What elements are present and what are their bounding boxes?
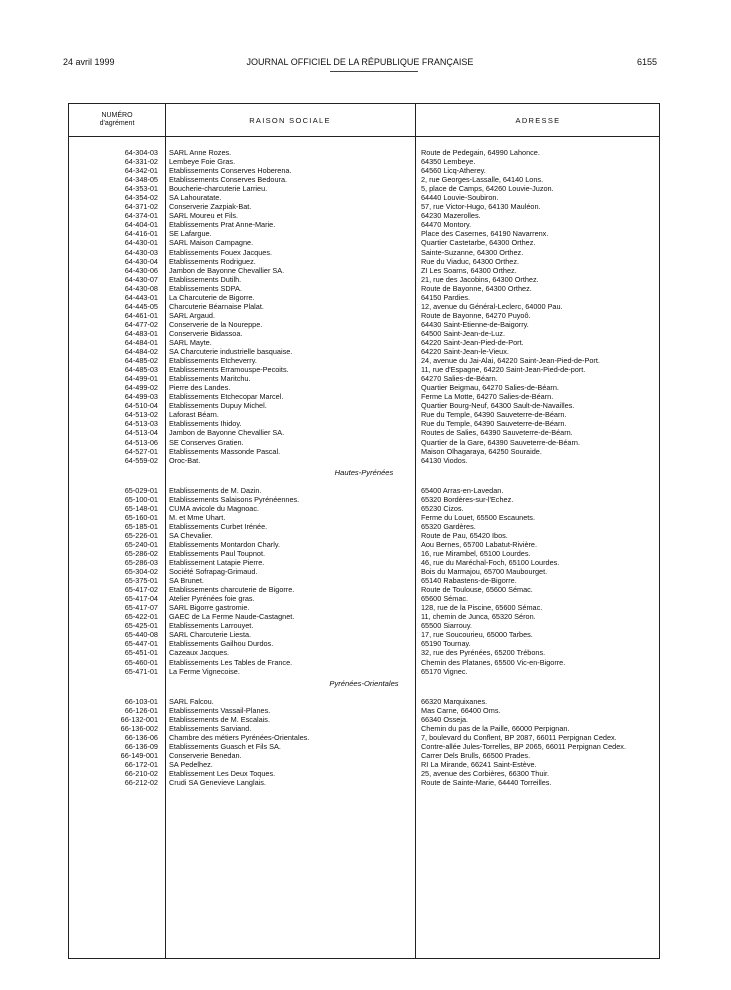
company-name: Conserverie Benedan. — [169, 750, 242, 760]
approval-number: 66-132-001 — [120, 714, 158, 724]
approval-number: 64-430-08 — [124, 283, 158, 293]
approval-number: 64-499-01 — [124, 374, 158, 384]
table-row — [69, 567, 659, 576]
approval-number: 65-417-04 — [124, 594, 158, 604]
company-address: 65190 Tournay. — [421, 639, 471, 649]
company-name: Pierre des Landes. — [169, 383, 231, 393]
approval-number: 65-425-01 — [124, 621, 158, 631]
approval-number: 66-210-02 — [124, 769, 158, 778]
table-row — [69, 356, 659, 365]
approval-number: 65-451-01 — [124, 648, 158, 658]
approval-number: 64-461-01 — [124, 310, 158, 320]
company-name: Crudi SA Genevieve Langlais. — [169, 778, 266, 788]
company-address: 12, avenue du Général-Leclerc, 64000 Pau. — [421, 301, 563, 311]
company-name: Conserverie Zazpiak-Bat. — [169, 202, 252, 212]
approval-number: 65-460-01 — [124, 657, 158, 667]
company-address: 64220 Saint-Jean-Pied-de-Port. — [421, 337, 524, 347]
approval-number: 64-499-03 — [124, 392, 158, 402]
company-address: 11, rue d'Espagne, 64220 Saint-Jean-Pied-de-port. — [421, 365, 586, 375]
company-address: 64430 Saint-Etienne-de-Baigorry. — [421, 319, 529, 329]
company-name: Boucherie-charcuterie Larrieu. — [169, 184, 268, 194]
approval-number: 64-445-05 — [124, 301, 158, 311]
table-row — [69, 184, 659, 193]
company-address: 57, rue Victor-Hugo, 64130 Mauléon. — [421, 202, 541, 212]
approval-number: 65-160-01 — [124, 512, 158, 522]
company-name: Etablissements Les Tables de France. — [169, 657, 293, 667]
table-row — [69, 531, 659, 540]
company-name: Etablissements Dupuy Michel. — [169, 401, 267, 411]
company-name: Etablissements de M. Escalais. — [169, 714, 270, 724]
table-row — [69, 157, 659, 166]
company-address: 65400 Arras-en-Lavedan. — [421, 485, 504, 495]
table-row — [69, 374, 659, 383]
approval-number: 64-430-06 — [124, 265, 158, 275]
table-row — [69, 456, 659, 465]
approval-number: 64-443-01 — [124, 292, 158, 302]
table-row — [69, 293, 659, 302]
approval-number: 65-417-07 — [124, 603, 158, 613]
company-name: Société Sofrapag-Grimaud. — [169, 567, 258, 577]
approval-number: 65-440-08 — [124, 630, 158, 640]
company-name: Etablissements Vassail-Planes. — [169, 705, 271, 715]
table-row — [69, 275, 659, 284]
table-row — [69, 284, 659, 293]
company-address: 16, rue Mirambel, 65100 Lourdes. — [421, 548, 531, 558]
approval-number: 65-375-01 — [124, 576, 158, 586]
header-date: 24 avril 1999 — [63, 57, 115, 67]
table-row — [69, 193, 659, 202]
company-address: ZI Les Soarns, 64300 Orthez. — [421, 265, 517, 275]
company-address: 65600 Sémac. — [421, 594, 469, 604]
header-rule — [330, 71, 418, 72]
table-row — [69, 428, 659, 437]
company-address: Contre-allée Jules-Torrelles, BP 2065, 66011 Perpignan Cedex. — [421, 741, 626, 751]
approval-number: 64-510-04 — [124, 401, 158, 411]
company-address: 25, avenue des Corbières, 66300 Thuir. — [421, 769, 550, 778]
company-address: 11, chemin de Junca, 65320 Séron. — [421, 612, 536, 622]
company-address: Rue du Temple, 64390 Sauveterre-de-Béarn. — [421, 419, 567, 429]
approval-number: 64-513-03 — [124, 419, 158, 429]
company-address: Route de Bayonne, 64300 Orthez. — [421, 283, 532, 293]
approval-number: 65-471-01 — [124, 666, 158, 676]
approval-number: 64-527-01 — [124, 446, 158, 456]
company-address: 65230 Cizos. — [421, 503, 464, 513]
table-row — [69, 778, 659, 787]
company-name: Etablissements Montardon Charly. — [169, 539, 280, 549]
company-address: Quartier Castetarbe, 64300 Orthez. — [421, 238, 536, 248]
company-name: Atelier Pyrénées foie gras. — [169, 594, 255, 604]
approval-number: 66-103-01 — [124, 696, 158, 706]
company-name: Jambon de Bayonne Chevallier SA. — [169, 428, 285, 438]
table-row — [69, 594, 659, 603]
approval-number: 65-100-01 — [124, 494, 158, 504]
approval-number: 65-304-02 — [124, 567, 158, 577]
company-name: Cazeaux Jacques. — [169, 648, 230, 658]
table-row — [69, 257, 659, 266]
table-row — [69, 383, 659, 392]
approval-number: 65-148-01 — [124, 503, 158, 513]
journal-title: JOURNAL OFFICIEL DE LA RÉPUBLIQUE FRANÇAISE — [246, 57, 474, 67]
company-address: Route de Sainte-Marie, 64440 Torreilles. — [421, 778, 552, 788]
company-name: Etablissements Massonde Pascal. — [169, 446, 281, 456]
page-header — [63, 56, 657, 68]
table-row — [69, 751, 659, 760]
company-name: Etablissements Gailhou Durdos. — [169, 639, 274, 649]
table-row — [69, 220, 659, 229]
company-name: Etablissements Fouex Jacques. — [169, 247, 273, 257]
page-number: 6155 — [636, 57, 657, 67]
table-row — [69, 760, 659, 769]
company-name: Etablissements SDPA. — [169, 283, 242, 293]
company-address: Rue du Temple, 64390 Sauveterre-de-Béarn. — [421, 410, 567, 420]
approval-number: 64-483-01 — [124, 328, 158, 338]
table-row — [69, 365, 659, 374]
company-name: Etablissements Maritchu. — [169, 374, 251, 384]
column-header-number-line1: NUMÉRO — [101, 112, 133, 119]
approval-number: 64-348-05 — [124, 175, 158, 185]
company-address: Mas Carne, 66400 Oms. — [421, 705, 501, 715]
table-row — [69, 419, 659, 428]
company-name: SARL Falcou. — [169, 696, 214, 706]
company-name: SARL Anne Rozes. — [169, 148, 232, 157]
approval-number: 66-149-001 — [120, 750, 158, 760]
table-row — [69, 486, 659, 495]
approval-number: 65-029-01 — [124, 485, 158, 495]
approval-number: 64-513-06 — [124, 437, 158, 447]
approval-number: 65-422-01 — [124, 612, 158, 622]
table-row — [69, 769, 659, 778]
company-name: La Ferme Vignecoise. — [169, 666, 240, 676]
company-address: 7, boulevard du Conflent, BP 2087, 66011 Perpignan Cedex. — [421, 732, 617, 742]
company-address: 64470 Montory. — [421, 220, 472, 230]
company-address: 64500 Saint-Jean-de-Luz. — [421, 328, 505, 338]
company-address: Route de Pau, 65420 Ibos. — [421, 530, 508, 540]
company-name: Chambre des métiers Pyrénées-Orientales. — [169, 732, 310, 742]
header-divider — [69, 136, 659, 137]
table-row — [69, 540, 659, 549]
table-row — [69, 311, 659, 320]
company-name: Etablissements Rodriguez. — [169, 256, 256, 266]
table-row — [69, 612, 659, 621]
table-row — [69, 706, 659, 715]
company-name: GAEC de La Ferme Naude-Castagnet. — [169, 612, 295, 622]
company-name: Etablissements Prat Anne-Marie. — [169, 220, 276, 230]
approval-number: 64-484-02 — [124, 347, 158, 357]
table-body — [69, 148, 659, 787]
company-address: 46, rue du Maréchal-Foch, 65100 Lourdes. — [421, 558, 560, 568]
company-name: SA Chevalier. — [169, 530, 213, 540]
company-address: 24, avenue du Jai-Alai, 64220 Saint-Jean-Pied-de-Port. — [421, 356, 600, 366]
company-address: 21, rue des Jacobins, 64300 Orthez. — [421, 274, 539, 284]
table-row — [69, 733, 659, 742]
table-row — [69, 166, 659, 175]
company-address: 65320 Bordères-sur-l'Echez. — [421, 494, 514, 504]
company-address: 64270 Salies-de-Béarn. — [421, 374, 498, 384]
company-address: 64220 Saint-Jean-le-Vieux. — [421, 347, 509, 357]
table-row — [69, 724, 659, 733]
company-name: SARL Maison Campagne. — [169, 238, 254, 248]
company-name: SARL Mayte. — [169, 337, 212, 347]
company-name: Etablissements Etchecopar Marcel. — [169, 392, 284, 402]
approval-number: 64-485-03 — [124, 365, 158, 375]
table-row — [69, 266, 659, 275]
company-name: Etablissements Dutilh. — [169, 274, 242, 284]
table-row — [69, 447, 659, 456]
company-address: Quartier Bourg-Neuf, 64300 Sault-de-Navailles. — [421, 401, 575, 411]
approval-number: 66-136-002 — [120, 723, 158, 733]
company-address: Maison Olhagaraya, 64250 Souraide. — [421, 446, 542, 456]
company-address: 64350 Lembeye. — [421, 157, 476, 167]
company-address: Ferme du Louet, 65500 Escaunets. — [421, 512, 535, 522]
approval-number: 64-430-04 — [124, 256, 158, 266]
company-address: 66320 Marquixanes. — [421, 696, 488, 706]
company-address: Aou Bernes, 65700 Labatut-Rivière. — [421, 539, 538, 549]
table-row — [69, 175, 659, 184]
approval-number: 66-136-09 — [124, 741, 158, 751]
company-address: 64440 Louvie-Soubiron. — [421, 193, 499, 203]
table-row — [69, 742, 659, 751]
approval-number: 66-126-01 — [124, 705, 158, 715]
approval-number: 64-331-02 — [124, 157, 158, 167]
approval-number: 64-513-04 — [124, 428, 158, 438]
company-address: 65320 Gardères. — [421, 521, 476, 531]
approval-number: 64-430-03 — [124, 247, 158, 257]
company-name: Etablissements Paul Toupnot. — [169, 548, 265, 558]
table-row — [69, 715, 659, 724]
company-name: SE Conserves Gratien. — [169, 437, 244, 447]
company-address: Quartier de la Gare, 64390 Sauveterre-de-Béarn. — [421, 437, 580, 447]
table-row — [69, 504, 659, 513]
company-address: RI La Mirande, 66241 Saint-Estève. — [421, 759, 537, 769]
company-address: Routes de Salies, 64390 Sauveterre-de-Béarn. — [421, 428, 573, 438]
approval-number: 64-477-02 — [124, 319, 158, 329]
approval-number: 66-172-01 — [124, 759, 158, 769]
company-name: Etablissements Salaisons Pyrénéennes. — [169, 494, 300, 504]
company-name: Conserverie de la Noureppe. — [169, 319, 263, 329]
company-name: Etablissements Guasch et Fils SA. — [169, 741, 281, 751]
table-row — [69, 621, 659, 630]
table-row — [69, 338, 659, 347]
table-row — [69, 585, 659, 594]
table-row — [69, 329, 659, 338]
company-name: SA Brunet. — [169, 576, 204, 586]
company-address: Quartier Beigmau, 64270 Salies-de-Béarn. — [421, 383, 559, 393]
company-name: Oroc-Bat. — [169, 455, 201, 465]
table-row — [69, 211, 659, 220]
approval-number: 64-353-01 — [124, 184, 158, 194]
approval-number: 64-485-02 — [124, 356, 158, 366]
company-name: Etablissements Etcheverry. — [169, 356, 257, 366]
company-name: La Charcuterie de Bigorre. — [169, 292, 255, 302]
table-row — [69, 576, 659, 585]
approval-number: 65-286-02 — [124, 548, 158, 558]
company-name: SA Lahouratate. — [169, 193, 222, 203]
company-address: 128, rue de la Piscine, 65600 Sémac. — [421, 603, 543, 613]
table-row — [69, 302, 659, 311]
company-address: Rue du Viaduc, 64300 Orthez. — [421, 256, 520, 266]
approval-number: 64-374-01 — [124, 211, 158, 221]
table-row — [69, 658, 659, 667]
company-address: 5, place de Camps, 64260 Louvie-Juzon. — [421, 184, 554, 194]
company-name: Etablissements Curbet Irénée. — [169, 521, 268, 531]
company-address: 2, rue Georges-Lassalle, 64140 Lons. — [421, 175, 544, 185]
company-address: 65170 Vignec. — [421, 666, 468, 676]
section-title: Hautes-Pyrénées — [334, 467, 394, 477]
table-row — [69, 639, 659, 648]
approval-number: 64-513-02 — [124, 410, 158, 420]
approval-number: 66-212-02 — [124, 778, 158, 788]
company-address: 64150 Pardies. — [421, 292, 471, 302]
approval-number: 64-430-07 — [124, 274, 158, 284]
company-name: Conserverie Bidassoa. — [169, 328, 243, 338]
company-address: 65140 Rabastens-de-Bigorre. — [421, 576, 517, 586]
company-name: SARL Moureu et Fils. — [169, 211, 239, 221]
company-address: Route de Pedegain, 64990 Lahonce. — [421, 148, 540, 157]
company-name: M. et Mme Uhart. — [169, 512, 226, 522]
company-address: Chemin du pas de la Paille, 66000 Perpignan. — [421, 723, 570, 733]
company-name: Etablissements charcuterie de Bigorre. — [169, 585, 295, 595]
approval-number: 64-342-01 — [124, 166, 158, 176]
company-address: Ferme La Motte, 64270 Salies-de-Béarn. — [421, 392, 554, 402]
approval-number: 64-484-01 — [124, 337, 158, 347]
company-name: SARL Charcuterie Liesta. — [169, 630, 252, 640]
company-address: 64130 Viodos. — [421, 455, 468, 465]
approval-number: 64-404-01 — [124, 220, 158, 230]
table-row — [69, 148, 659, 157]
table-row — [69, 229, 659, 238]
section-title: Pyrénées-Orientales — [329, 678, 399, 688]
company-address: Route de Bayonne, 64270 Puyoô. — [421, 310, 531, 320]
company-name: SARL Bigorre gastromie. — [169, 603, 250, 613]
company-name: CUMA avicole du Magnoac. — [169, 503, 260, 513]
company-address: Carrer Dels Brulls, 66500 Prades. — [421, 750, 531, 760]
approval-number: 65-447-01 — [124, 639, 158, 649]
table-row — [69, 347, 659, 356]
company-address: 66340 Osseja. — [421, 714, 469, 724]
approval-number: 65-286-03 — [124, 558, 158, 568]
company-address: 17, rue Soucourieu, 65000 Tarbes. — [421, 630, 533, 640]
table-row — [69, 495, 659, 504]
table-row — [69, 667, 659, 676]
company-name: SA Charcuterie industrielle basquaise. — [169, 347, 293, 357]
company-address: 65500 Siarrouy. — [421, 621, 472, 631]
column-header-address: ADRESSE — [515, 115, 561, 125]
table-row — [69, 697, 659, 706]
company-name: SARL Argaud. — [169, 310, 215, 320]
company-name: Etablissements Conserves Hoberena. — [169, 166, 292, 176]
table-row — [69, 401, 659, 410]
company-address: 64560 Licq-Atherey. — [421, 166, 486, 176]
approval-number: 64-416-01 — [124, 229, 158, 239]
column-header-number — [69, 104, 165, 136]
company-name: Jambon de Bayonne Chevallier SA. — [169, 265, 285, 275]
approval-number: 65-226-01 — [124, 530, 158, 540]
table-row — [69, 558, 659, 567]
approval-number: 66-136-06 — [124, 732, 158, 742]
column-header-name: RAISON SOCIALE — [249, 115, 331, 125]
company-name: Etablissement Latapie Pierre. — [169, 558, 265, 568]
table-row — [69, 603, 659, 612]
company-address: 64230 Mazerolles. — [421, 211, 481, 221]
approval-table — [68, 103, 660, 959]
company-name: Etablissement Les Deux Toques. — [169, 769, 276, 778]
company-name: Etablissements Sarviand. — [169, 723, 252, 733]
approval-number: 64-304-03 — [124, 148, 158, 157]
table-row — [69, 549, 659, 558]
approval-number: 64-354-02 — [124, 193, 158, 203]
company-name: SE Lafargue. — [169, 229, 212, 239]
table-row — [69, 202, 659, 211]
approval-number: 64-499-02 — [124, 383, 158, 393]
table-row — [69, 438, 659, 447]
approval-number: 65-417-02 — [124, 585, 158, 595]
company-address: Bois du Marmajou, 65700 Maubourget. — [421, 567, 548, 577]
table-row — [69, 522, 659, 531]
company-address: Sainte-Suzanne, 64300 Orthez. — [421, 247, 524, 257]
table-row — [69, 513, 659, 522]
approval-number: 65-185-01 — [124, 521, 158, 531]
company-name: Laforast Béarn. — [169, 410, 219, 420]
company-name: Etablissements Larrouyet. — [169, 621, 254, 631]
table-row — [69, 248, 659, 257]
company-address: Chemin des Platanes, 65500 Vic-en-Bigorre. — [421, 657, 566, 667]
approval-number: 65-240-01 — [124, 539, 158, 549]
company-address: Route de Toulouse, 65600 Sémac. — [421, 585, 533, 595]
company-name: Charcuterie Béarnaise Plalat. — [169, 301, 264, 311]
table-row — [69, 410, 659, 419]
company-name: SA Pedelhez. — [169, 759, 213, 769]
table-row — [69, 392, 659, 401]
approval-number: 64-430-01 — [124, 238, 158, 248]
company-name: Etablissements de M. Dazin. — [169, 485, 262, 495]
table-row — [69, 648, 659, 657]
company-name: Etablissements Ihidoy. — [169, 419, 242, 429]
company-name: Etablissements Conserves Bedoura. — [169, 175, 288, 185]
column-header-number-line2: d'agrément — [99, 120, 135, 127]
company-address: 32, rue des Pyrénées, 65200 Trébons. — [421, 648, 546, 658]
approval-number: 64-559-02 — [124, 455, 158, 465]
company-address: Place des Casernes, 64190 Navarrenx. — [421, 229, 549, 239]
company-name: Lembeye Foie Gras. — [169, 157, 236, 167]
company-name: Etablissements Erramouspe-Pecoits. — [169, 365, 289, 375]
table-row — [69, 238, 659, 247]
table-row — [69, 320, 659, 329]
approval-number: 64-371-02 — [124, 202, 158, 212]
table-row — [69, 630, 659, 639]
